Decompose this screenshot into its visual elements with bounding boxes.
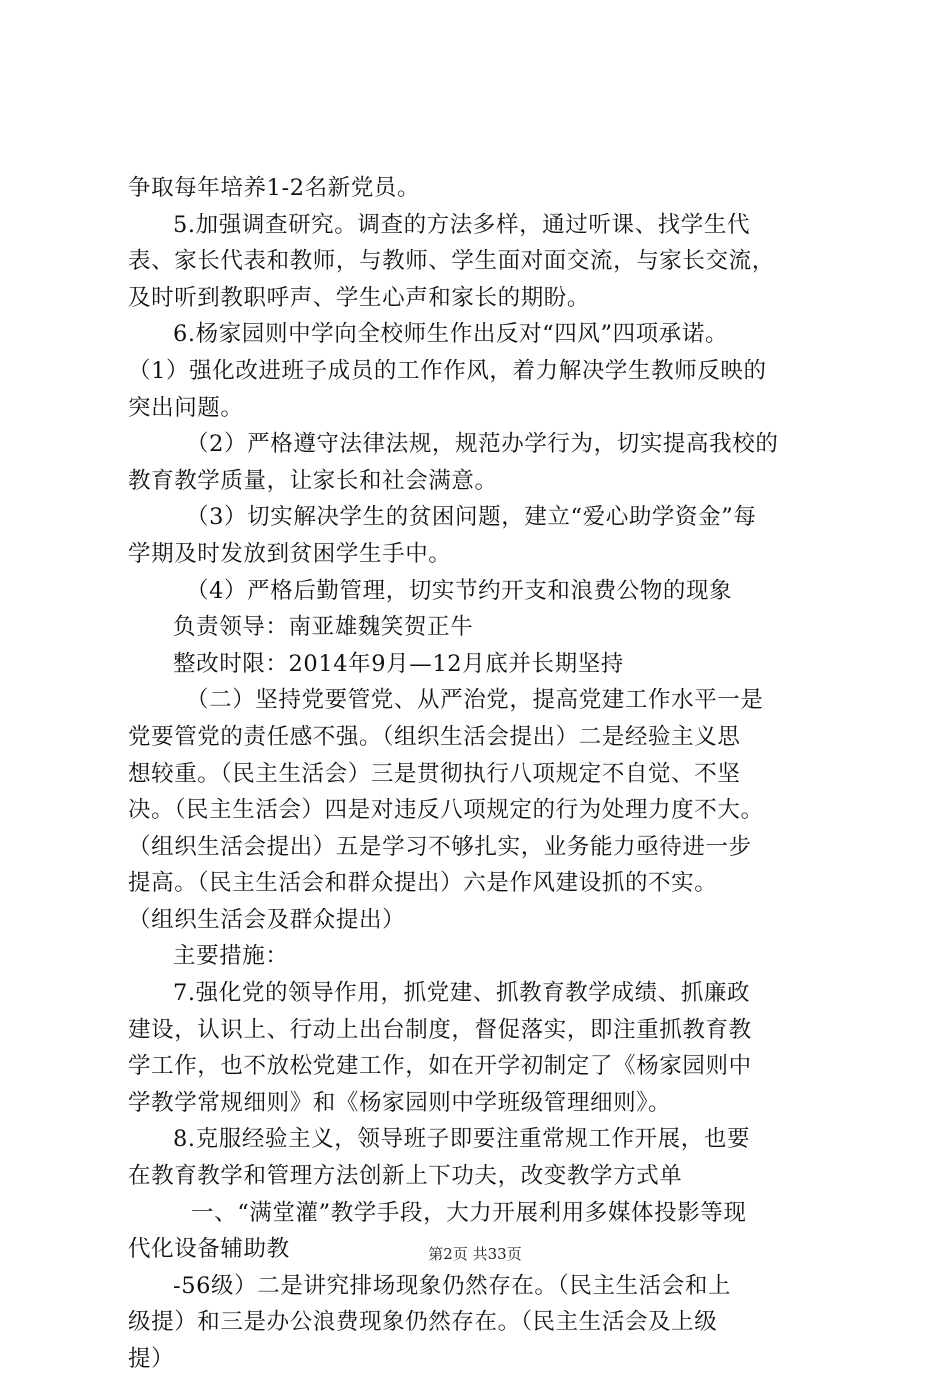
text-line: 6.杨家园则中学向全校师生作出反对“四风”四项承诺。 (173, 321, 729, 348)
text-line: 建设，认识上、行动上出台制度，督促落实，即注重抓教育教 (128, 1016, 752, 1043)
page-number: 第2页 共33页 (428, 1245, 522, 1263)
text-line: 在教育教学和管理方法创新上下功夫，改变教学方式单 (128, 1163, 683, 1190)
text-line: （组织生活会及群众提出） (128, 906, 406, 933)
page-footer (0, 1244, 950, 1264)
text-line: 争取每年培养1-2名新党员。 (128, 175, 421, 201)
text-line: （二）坚持党要管党、从严治党，提高党建工作水平一是 (186, 687, 764, 714)
text-line: （2）严格遵守法律法规，规范办学行为，切实提高我校的 (186, 431, 779, 458)
document-body (128, 170, 838, 1378)
text-line: 突出问题。 (128, 394, 244, 421)
text-line: -56级）二是讲究排场现象仍然存在。（民主生活会和上 (173, 1272, 732, 1299)
text-line: （1）强化改进班子成员的工作作风，着力解决学生教师反映的 (128, 357, 767, 384)
text-line: 教育教学质量，让家长和社会满意。 (128, 467, 498, 494)
text-line: 想较重。（民主生活会）三是贯彻执行八项规定不自觉、不坚 (128, 760, 741, 787)
text-line: （3）切实解决学生的贫困问题，建立“爱心助学资金”每 (186, 504, 757, 531)
text-line: （组织生活会提出）五是学习不够扎实，业务能力亟待进一步 (128, 833, 752, 860)
text-line: 7.强化党的领导作用，抓党建、抓教育教学成绩、抓廉政 (173, 980, 751, 1007)
text-line: 8.克服经验主义，领导班子即要注重常规工作开展，也要 (173, 1126, 751, 1153)
text-line: 提） (128, 1346, 175, 1372)
text-line: 表、家长代表和教师，与教师、学生面对面交流，与家长交流， (128, 248, 775, 275)
text-line: 及时听到教职呼声、学生心声和家长的期盼。 (128, 284, 591, 311)
text-line: 党要管党的责任感不强。（组织生活会提出）二是经验主义思 (128, 723, 741, 750)
text-line: 提高。（民主生活会和群众提出）六是作风建设抓的不实。 (128, 870, 718, 897)
text-line: 主要措施： (173, 943, 289, 970)
text-line: 负责领导：南亚雄魏笑贺正牛 (173, 614, 474, 641)
text-line: 学工作，也不放松党建工作，如在开学初制定了《杨家园则中 (128, 1053, 752, 1080)
text-line: 代化设备辅助教 (128, 1236, 290, 1263)
text-line: 学期及时发放到贫困学生手中。 (128, 540, 452, 567)
text-line: 级提）和三是办公浪费现象仍然存在。（民主生活会及上级 (128, 1309, 718, 1336)
text-line: （4）严格后勤管理，切实节约开支和浪费公物的现象 (186, 577, 733, 604)
text-line: 5.加强调查研究。调查的方法多样，通过听课、找学生代 (173, 211, 751, 238)
text-line: 学教学常规细则》和《杨家园则中学班级管理细则》。 (128, 1089, 672, 1116)
text-line: 一、“满堂灌”教学手段，大力开展利用多媒体投影等现 (191, 1199, 747, 1226)
text-line: 决。（民主生活会）四是对违反八项规定的行为处理力度不大。 (128, 797, 764, 824)
text-line: 整改时限：2014年9月—12月底并长期坚持 (173, 650, 624, 677)
